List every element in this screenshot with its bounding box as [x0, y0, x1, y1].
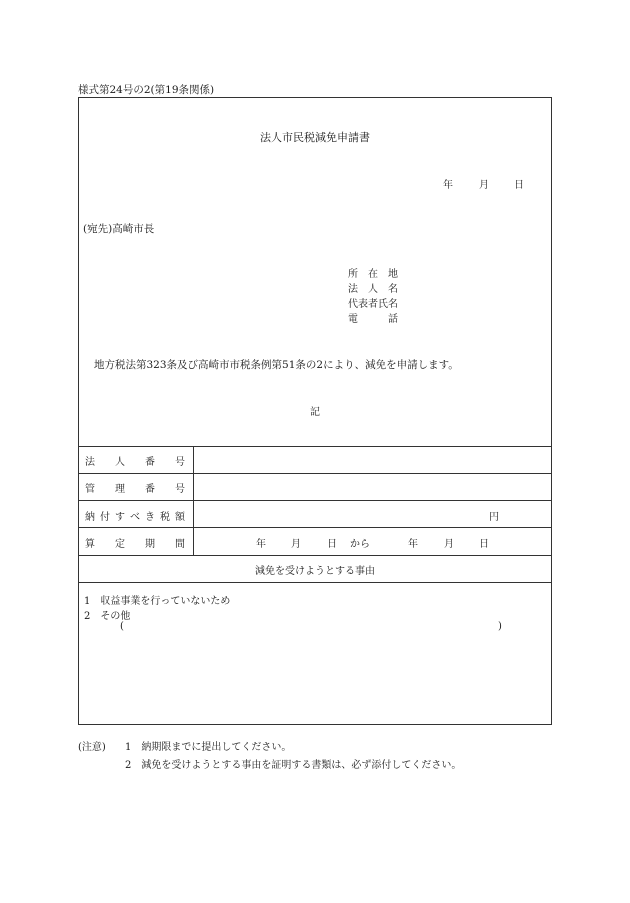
representative-label: 代表者氏名 [348, 299, 398, 310]
address-label: 所 在 地 [348, 269, 398, 280]
label-column-divider [193, 446, 194, 555]
note-2: 2 減免を受けようとする事由を証明する書類は、必ず添付してください。 [125, 760, 462, 771]
management-number-label: 管 理 番 号 [85, 484, 185, 495]
paren-open: ( [120, 621, 124, 632]
reason-item-2: 2 その他 [84, 611, 131, 622]
period-end-day: 日 [479, 539, 489, 550]
corp-number-label: 法 人 番 号 [85, 457, 185, 468]
statement: 地方税法第323条及び高崎市市税条例第51条の2により、減免を申請します。 [94, 359, 459, 371]
period-start-month: 月 [291, 539, 301, 550]
addressee: (宛先)高崎市長 [83, 223, 155, 235]
date-month: 月 [479, 180, 489, 191]
date-day: 日 [514, 180, 524, 191]
form-title: 法人市民税減免申請書 [260, 131, 370, 144]
phone-label: 電 話 [348, 314, 398, 325]
tax-amount-label: 納 付 す べ き 税 額 [85, 512, 185, 523]
note-1: 1 納期限までに提出してください。 [125, 742, 292, 753]
row-divider [78, 555, 552, 556]
row-divider [78, 473, 552, 474]
corp-name-label: 法 人 名 [348, 284, 398, 295]
row-divider [78, 582, 552, 583]
period-start-year: 年 [256, 539, 266, 550]
reason-item-1: 1 収益事業を行っていないため [84, 596, 231, 607]
period-end-year: 年 [408, 539, 418, 550]
period-from: から [350, 539, 370, 550]
paren-close: ) [498, 621, 502, 632]
period-label: 算 定 期 間 [85, 539, 185, 550]
notes-label: (注意) [78, 742, 106, 753]
row-divider [78, 500, 552, 501]
table-top-line [78, 446, 552, 447]
period-end-month: 月 [444, 539, 454, 550]
yen-unit: 円 [489, 512, 499, 523]
period-start-day: 日 [327, 539, 337, 550]
row-divider [78, 527, 552, 528]
reason-header: 減免を受けようとする事由 [255, 566, 375, 577]
form-number: 様式第24号の2(第19条関係) [78, 84, 215, 96]
date-year: 年 [443, 180, 453, 191]
ki-heading: 記 [310, 407, 320, 418]
